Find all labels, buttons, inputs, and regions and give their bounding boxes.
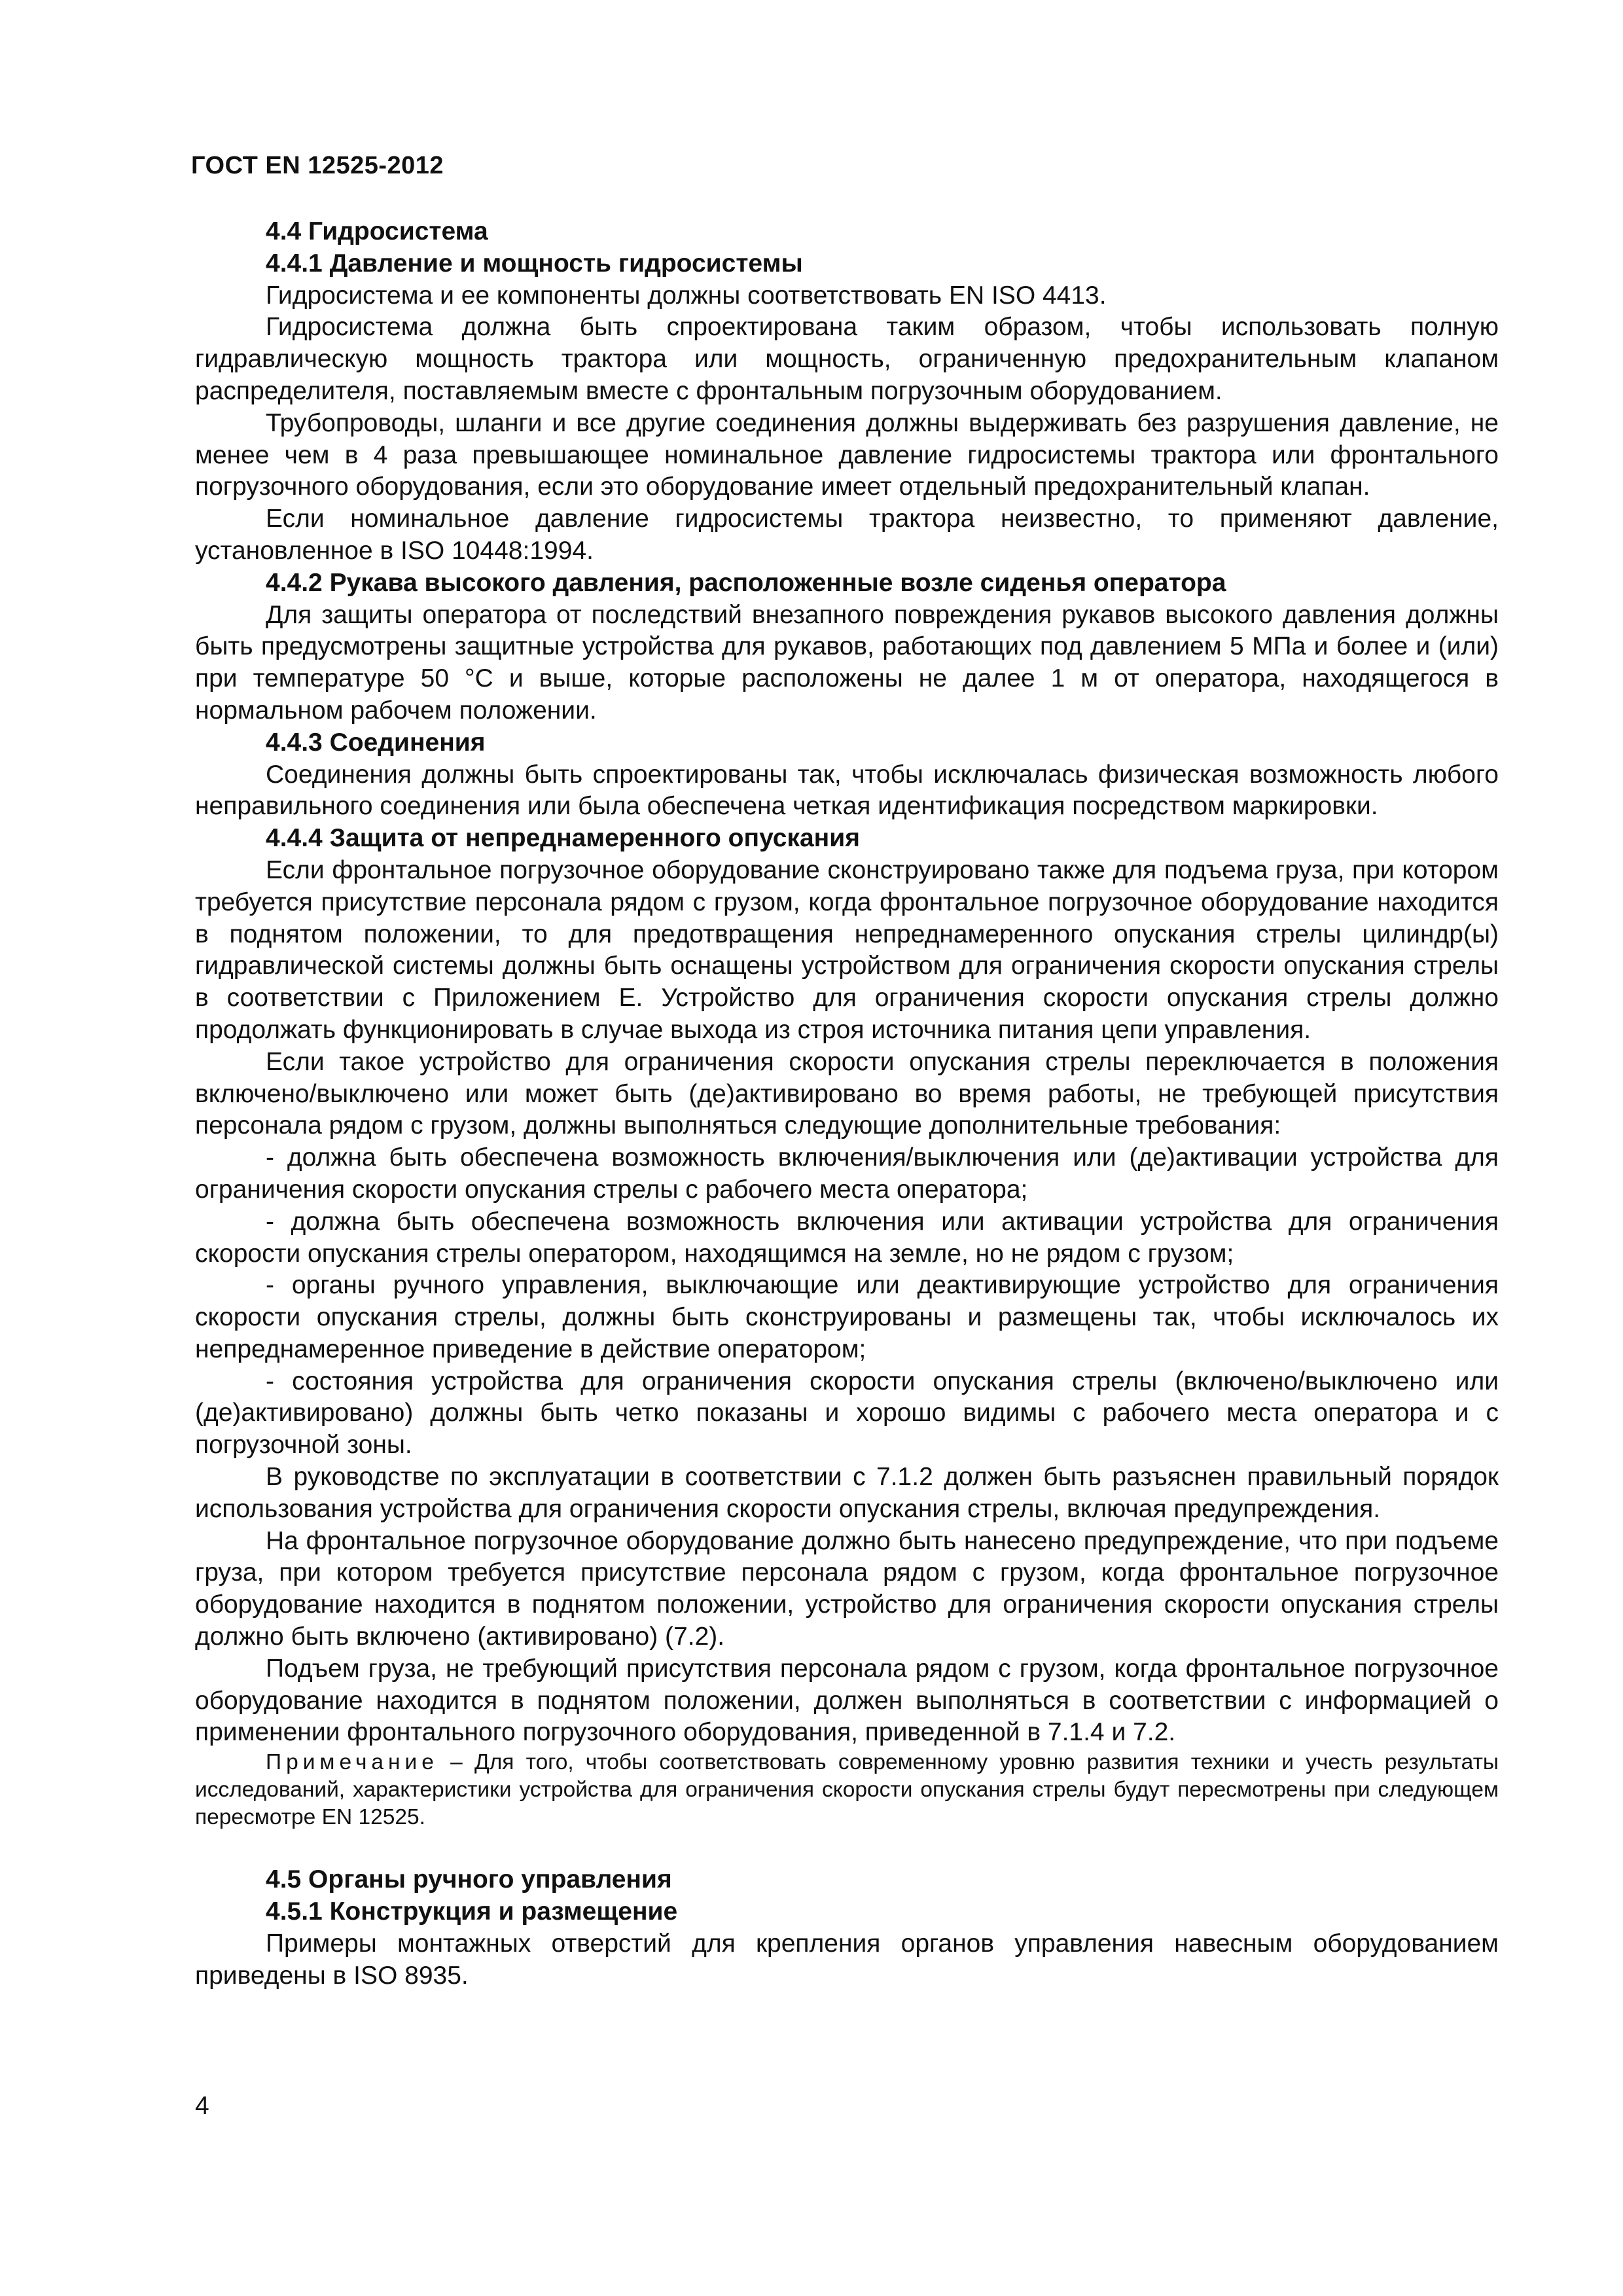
section-spacer <box>195 1831 1499 1864</box>
section-heading-4-4: 4.4 Гидросистема <box>266 217 488 245</box>
page-number: 4 <box>195 2092 209 2120</box>
list-item: - состояния устройства для ограничения скорости опускания стрелы (включено/выключено или (де)активировано) должны быть четко показаны и хорошо видимы с рабочего места оператора и с погрузочной зоны. <box>195 1367 1499 1460</box>
paragraph: Подъем груза, не требующий присутствия персонала рядом с грузом, когда фронтальное погрузочное оборудование находится в поднятом положении, должен выполняться в соответствии с информацией о применении фронтального погрузочного оборудования, приведенной в 7.1.4 и 7.2. <box>195 1654 1499 1747</box>
list-item: - должна быть обеспечена возможность включения или активации устройства для ограничения скорости опускания стрелы оператором, находящимся на земле, но не рядом с грузом; <box>195 1207 1499 1268</box>
paragraph: Для защиты оператора от последствий внезапного повреждения рукавов высокого давления должны быть предусмотрены защитные устройства для рукавов, работающих под давлением 5 МПа и более и (или) при температуре 50 °С и выше, которые расположены не далее 1 м от оператора, находящегося в нормальном рабочем положении. <box>195 600 1499 725</box>
paragraph: Примеры монтажных отверстий для крепления органов управления навесным оборудованием приведены в ISO 8935. <box>195 1929 1499 1990</box>
section-heading-4-5: 4.5 Органы ручного управления <box>266 1865 672 1894</box>
paragraph: Гидросистема и ее компоненты должны соответствовать EN ISO 4413. <box>266 281 1107 310</box>
note-label: Примечание <box>266 1750 438 1775</box>
paragraph: Если фронтальное погрузочное оборудование сконструировано также для подъема груза, при котором требуется присутствие персонала рядом с грузом, когда фронтальное погрузочное оборудование находится в поднятом положении, то для предотвращения непреднамеренного опускания стрелы цилиндр(ы) гидравлической системы должны быть оснащены устройством для ограничения скорости опускания стрелы в соответствии с Приложением Е. Устройство для ограничения скорости опускания стрелы должно продолжать функционировать в случае выхода из строя источника питания цепи управления. <box>195 855 1499 1044</box>
section-heading-4-4-3: 4.4.3 Соединения <box>266 728 486 757</box>
list-item: - должна быть обеспечена возможность включения/выключения или (де)активации устройства для ограничения скорости опускания стрелы с рабочего места оператора; <box>195 1143 1499 1204</box>
list-item: - органы ручного управления, выключающие или деактивирующие устройство для ограничения скорости опускания стрелы, должны быть сконструированы и размещены так, чтобы исключалось их непреднамеренное приведение в действие оператором; <box>195 1271 1499 1363</box>
section-heading-4-4-4: 4.4.4 Защита от непреднамеренного опускания <box>266 824 860 853</box>
note-text: – Для того, чтобы соответствовать современному уровню развития техники и учесть результаты исследований, характеристики устройства для ограничения скорости опускания стрелы будут пересмотрены при следующем пересмотре EN 12525. <box>195 1750 1499 1830</box>
section-heading-4-4-2: 4.4.2 Рукава высокого давления, расположенные возле сиденья оператора <box>266 568 1226 597</box>
paragraph: Если номинальное давление гидросистемы трактора неизвестно, то применяют давление, установленное в ISO 10448:1994. <box>195 505 1499 565</box>
paragraph: Если такое устройство для ограничения скорости опускания стрелы переключается в положения включено/выключено или может быть (де)активировано во время работы, не требующей присутствия персонала рядом с грузом, должны выполняться следующие дополнительные требования: <box>195 1047 1499 1140</box>
paragraph: Соединения должны быть спроектированы так, чтобы исключалась физическая возможность любого неправильного соединения или была обеспечена четкая идентификация посредством маркировки. <box>195 760 1499 821</box>
paragraph: Трубопроводы, шланги и все другие соединения должны выдерживать без разрушения давление, не менее чем в 4 раза превышающее номинальное давление гидросистемы трактора или фронтального погрузочного оборудования, если это оборудование имеет отдельный предохранительный клапан. <box>195 408 1499 501</box>
paragraph: На фронтальное погрузочное оборудование должно быть нанесено предупреждение, что при подъеме груза, при котором требуется присутствие персонала рядом с грузом, когда фронтальное погрузочное оборудование находится в поднятом положении, устройство для ограничения скорости опускания стрелы должно быть включено (активировано) (7.2). <box>195 1526 1499 1651</box>
paragraph: В руководстве по эксплуатации в соответствии с 7.1.2 должен быть разъяснен правильный порядок использования устройства для ограничения скорости опускания стрелы, включая предупреждения. <box>195 1463 1499 1523</box>
section-heading-4-5-1: 4.5.1 Конструкция и размещение <box>266 1897 678 1926</box>
note <box>195 1749 1499 1831</box>
document-header: ГОСТ EN 12525-2012 <box>191 152 444 179</box>
section-heading-4-4-1: 4.4.1 Давление и мощность гидросистемы <box>266 249 803 278</box>
document-body <box>195 216 1499 1992</box>
paragraph: Гидросистема должна быть спроектирована таким образом, чтобы использовать полную гидравлическую мощность трактора или мощность, ограниченную предохранительным клапаном распределителя, поставляемым вместе с фронтальным погрузочным оборудованием. <box>195 313 1499 405</box>
